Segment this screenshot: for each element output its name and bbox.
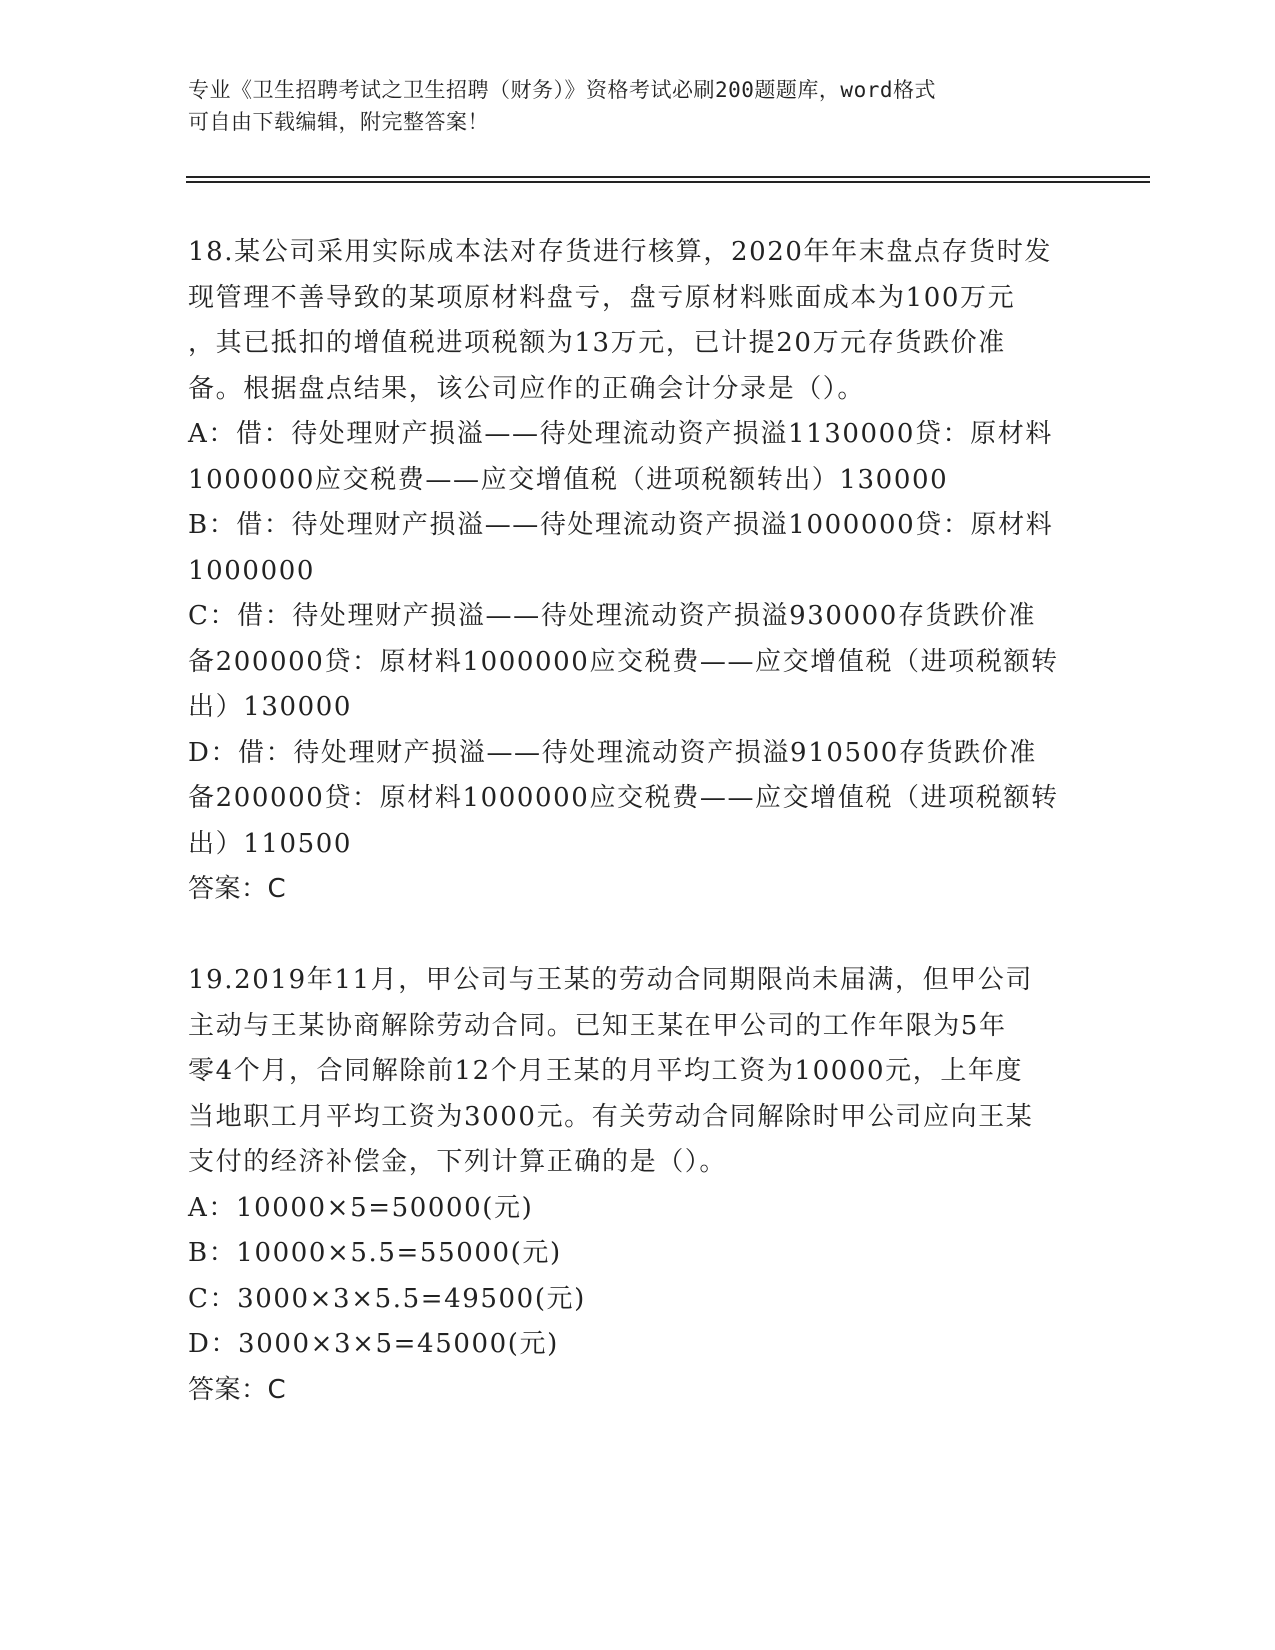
answer-label: 答案：C	[188, 874, 287, 904]
option-line: D：借：待处理财产损溢——待处理流动资产损溢910500存货跌价准	[188, 737, 1037, 768]
option-c: C：3000×3×5.5=49500(元)	[188, 1283, 586, 1314]
option-line: 备200000贷：原材料1000000应交税费——应交增值税（进项税额转	[188, 783, 1059, 813]
option-a: A：10000×5=50000(元)	[188, 1192, 534, 1223]
option-line: 1000000应交税费——应交增值税（进项税额转出）130000	[188, 464, 949, 495]
stem-line: 19.2019年11月，甲公司与王某的劳动合同期限尚未届满，但甲公司	[188, 965, 1034, 995]
header-divider-bottom	[186, 181, 1150, 183]
question-18	[188, 230, 1088, 913]
stem-line: 当地职工月平均工资为3000元。有关劳动合同解除时甲公司应向王某	[188, 1101, 1034, 1132]
question-stem	[188, 230, 1088, 412]
option-line: 出）110500	[188, 828, 353, 859]
stem-line: 支付的经济补偿金，下列计算正确的是（）。	[188, 1147, 728, 1177]
option-line: 备200000贷：原材料1000000应交税费——应交增值税（进项税额转	[188, 646, 1059, 677]
option-b: B：10000×5.5=55000(元)	[188, 1238, 562, 1268]
option-line: B：借：待处理财产损溢——待处理流动资产损溢1000000贷：原材料	[188, 510, 1054, 540]
option-a	[188, 412, 1088, 503]
stem-line: 零4个月，合同解除前12个月王某的月平均工资为10000元，上年度	[188, 1056, 1024, 1086]
stem-line: 18.某公司采用实际成本法对存货进行核算，2020年年末盘点存货时发	[188, 237, 1052, 267]
answer-label: 答案：C	[188, 1374, 287, 1405]
header-title-line-2: 可自由下载编辑，附完整答案！	[188, 110, 489, 134]
option-line: 出）130000	[188, 692, 353, 722]
question-19	[188, 958, 1088, 1413]
option-d: D：3000×3×5=45000(元)	[188, 1329, 559, 1359]
option-c	[188, 594, 1088, 731]
question-stem	[188, 958, 1088, 1186]
stem-line: 现管理不善导致的某项原材料盘亏，盘亏原材料账面成本为100万元	[188, 282, 1016, 313]
option-d	[188, 731, 1088, 868]
option-line: A：借：待处理财产损溢——待处理流动资产损溢1130000贷：原材料	[188, 419, 1053, 449]
document-header	[188, 74, 1068, 138]
stem-line: ，其已抵扣的增值税进项税额为13万元，已计提20万元存货跌价准	[188, 328, 1006, 358]
option-b	[188, 503, 1088, 594]
stem-line: 主动与王某协商解除劳动合同。已知王某在甲公司的工作年限为5年	[188, 1010, 1007, 1041]
header-divider-top	[186, 176, 1150, 178]
option-line: 1000000	[188, 555, 315, 586]
header-title-line-1: 专业《卫生招聘考试之卫生招聘（财务）》资格考试必刷200题题库，word格式	[188, 78, 936, 102]
stem-line: 备。根据盘点结果，该公司应作的正确会计分录是（）。	[188, 373, 866, 404]
option-line: C：借：待处理财产损溢——待处理流动资产损溢930000存货跌价准	[188, 601, 1036, 631]
